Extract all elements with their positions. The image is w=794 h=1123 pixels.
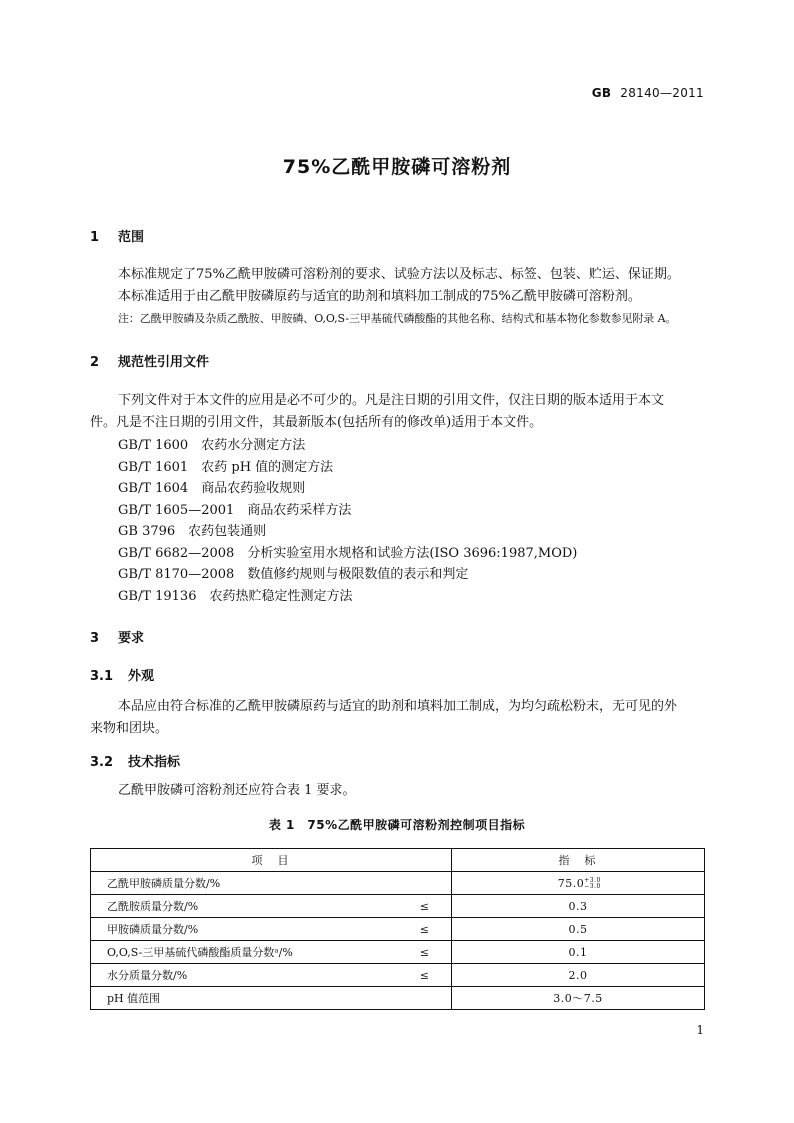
standard-code — [560, 86, 704, 100]
item-label: pH 值范围 — [107, 992, 161, 1005]
section-3-2-paragraph: 乙酰甲胺磷可溶粉剂还应符合表 1 要求。 — [118, 783, 356, 798]
column-header-item: 项 目 — [91, 849, 452, 872]
table-row: 水分质量分数/% ≤ 2.0 — [91, 964, 705, 987]
table-row — [91, 872, 705, 895]
standard-number: 28140—2011 — [620, 86, 704, 100]
spec-table — [90, 848, 705, 1010]
table-header-row — [91, 849, 705, 872]
item-label: O,O,S-三甲基硫代磷酸酯质量分数ᵃ/% — [107, 946, 293, 959]
reference-item: GB/T 1601 农药 pH 值的测定方法 — [118, 460, 334, 475]
section-3-2-heading: 3.2 技术指标 — [90, 755, 181, 770]
section-1-paragraph-1: 本标准规定了75%乙酰甲胺磷可溶粉剂的要求、试验方法以及标志、标签、包装、贮运、保证期。 — [118, 267, 680, 282]
table-row: O,O,S-三甲基硫代磷酸酯质量分数ᵃ/% ≤ 0.1 — [91, 941, 705, 964]
table-row: 乙酰胺质量分数/% ≤ 0.3 — [91, 895, 705, 918]
item-value: 75.0 +3.0 −3.0 — [452, 872, 705, 895]
item-value: 0.1 — [452, 941, 705, 964]
section-2-heading: 2 规范性引用文件 — [90, 355, 210, 370]
item-value: 0.5 — [452, 918, 705, 941]
reference-item: GB/T 1605—2001 商品农药采样方法 — [118, 503, 352, 518]
page-number: 1 — [696, 1023, 704, 1037]
section-2-paragraph-line-2: 件。凡是不注日期的引用文件，其最新版本(包括所有的修改单)适用于本文件。 — [90, 415, 543, 430]
section-3-1-line-1: 本品应由符合标准的乙酰甲胺磷原药与适宜的助剂和填料加工制成，为均匀疏松粉末，无可见的外 — [118, 699, 678, 714]
section-1-note: 注：乙酰甲胺磷及杂质乙酰胺、甲胺磷、O,O,S-三甲基硫代磷酸酯的其他名称、结构式和基本物化参数参见附录 A。 — [118, 312, 677, 325]
section-1-paragraph-2: 本标准适用于由乙酰甲胺磷原药与适宜的助剂和填料加工制成的75%乙酰甲胺磷可溶粉剂。 — [118, 289, 641, 304]
item-label: 乙酰甲胺磷质量分数/% — [107, 877, 221, 890]
table-row: 甲胺磷质量分数/% ≤ 0.5 — [91, 918, 705, 941]
reference-item: GB/T 19136 农药热贮稳定性测定方法 — [118, 589, 353, 604]
item-label: 水分质量分数/% — [107, 969, 188, 982]
item-label: 乙酰胺质量分数/% — [107, 900, 199, 913]
item-value: 3.0～7.5 — [452, 987, 705, 1010]
item-value: 2.0 — [452, 964, 705, 987]
reference-item: GB 3796 农药包装通则 — [118, 524, 267, 539]
section-2-paragraph-line-1: 下列文件对于本文件的应用是必不可少的。凡是注日期的引用文件，仅注日期的版本适用于本文 — [118, 393, 665, 408]
section-3-heading: 3 要求 — [90, 631, 145, 646]
reference-item: GB/T 6682—2008 分析实验室用水规格和试验方法(ISO 3696:1987,MOD) — [118, 546, 578, 561]
standard-prefix: GB — [591, 86, 612, 100]
tolerance: +3.0 −3.0 — [584, 876, 601, 890]
column-header-value: 指 标 — [452, 849, 705, 872]
table-caption: 表 1 75%乙酰甲胺磷可溶粉剂控制项目指标 — [268, 818, 526, 832]
reference-item: GB/T 1600 农药水分测定方法 — [118, 438, 306, 453]
item-label: 甲胺磷质量分数/% — [107, 923, 199, 936]
reference-item: GB/T 8170—2008 数值修约规则与极限数值的表示和判定 — [118, 567, 469, 582]
table-row — [91, 987, 705, 1010]
section-3-1-heading: 3.1 外观 — [90, 669, 155, 684]
reference-item: GB/T 1604 商品农药验收规则 — [118, 481, 306, 496]
section-3-1-line-2: 来物和团块。 — [90, 721, 169, 736]
document-title: 75%乙酰甲胺磷可溶粉剂 — [282, 156, 512, 178]
section-1-heading: 1 范围 — [90, 230, 145, 245]
item-value: 0.3 — [452, 895, 705, 918]
